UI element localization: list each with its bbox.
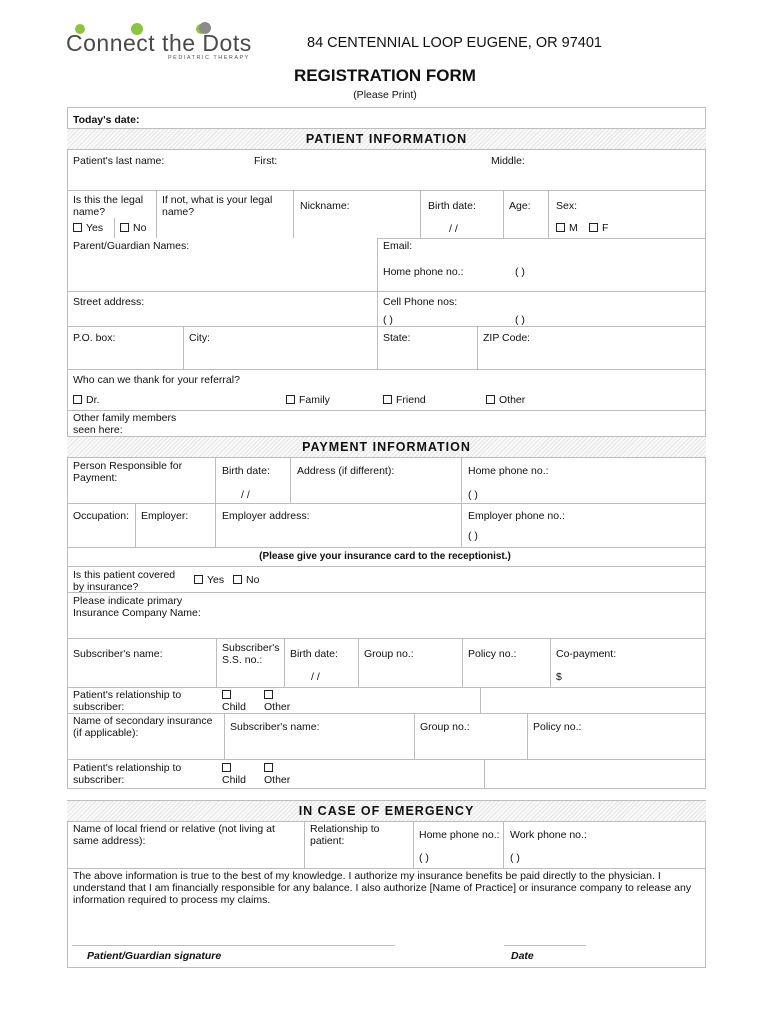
cell-phone-parens-1: ( ) [383,314,393,326]
referral-friend-checkbox[interactable]: Friend [383,394,426,406]
relationship-other-checkbox-secondary[interactable]: Other [264,762,290,786]
po-box-field[interactable]: P.O. box: [73,332,116,344]
emergency-contact-field[interactable]: Name of local friend or relative (not living at same address): [73,823,275,847]
employer-field[interactable]: Employer: [141,510,189,522]
signature-label[interactable]: Patient/Guardian signature [87,950,222,962]
nickname-field[interactable]: Nickname: [300,200,350,212]
relationship-other-checkbox-primary[interactable]: Other [264,689,290,713]
copayment-dollar: $ [556,671,562,683]
secondary-insurance-field[interactable]: Name of secondary insurance (if applicable): [73,715,213,739]
payer-address-field[interactable]: Address (if different): [297,465,395,477]
city-field[interactable]: City: [189,332,210,344]
employer-phone-parens: ( ) [468,530,478,542]
insurance-card-note: (Please give your insurance card to the receptionist.) [259,551,511,562]
payer-home-phone-field[interactable]: Home phone no.: [468,465,549,477]
subscriber-ss-field[interactable]: Subscriber's S.S. no.: [222,642,280,666]
secondary-group-number-field[interactable]: Group no.: [420,721,470,733]
logo-tagline: PEDIATRIC THERAPY [168,55,250,61]
legal-name-yes-checkbox[interactable]: Yes [73,222,103,234]
checkbox-icon [383,395,392,404]
occupation-field[interactable]: Occupation: [73,510,130,522]
emergency-work-phone-field[interactable]: Work phone no.: [510,829,587,841]
home-phone-field[interactable]: Home phone no.: [383,266,464,278]
checkbox-icon [486,395,495,404]
emergency-work-phone-parens: ( ) [510,852,520,864]
checkbox-icon [120,223,129,232]
subscriber-birth-date-slashes: / / [311,671,320,683]
checkbox-icon [194,575,203,584]
zip-code-field[interactable]: ZIP Code: [483,332,531,344]
payer-birth-date-field[interactable]: Birth date: [222,465,270,477]
checkbox-icon [556,223,565,232]
patient-info-header: PATIENT INFORMATION [67,128,706,150]
logo [64,20,264,64]
secondary-subscriber-name-field[interactable]: Subscriber's name: [230,721,320,733]
secondary-policy-number-field[interactable]: Policy no.: [533,721,582,733]
responsible-party-field[interactable]: Person Responsible for Payment: [73,460,183,484]
todays-date-field[interactable]: Today's date: [73,114,140,126]
copayment-field[interactable]: Co-payment: [556,648,617,660]
checkbox-icon [222,763,231,772]
emergency-home-phone-field[interactable]: Home phone no.: [419,829,500,841]
cell-phone-parens-2: ( ) [515,314,525,326]
insurance-no-checkbox[interactable]: No [233,574,259,586]
relationship-question-primary: Patient's relationship to subscriber: [73,689,182,713]
legal-name-field[interactable]: If not, what is your legal name? [162,194,273,218]
sex-m-checkbox[interactable]: M [556,222,578,234]
group-number-field[interactable]: Group no.: [364,648,414,660]
insurance-yes-checkbox[interactable]: Yes [194,574,224,586]
sex-f-checkbox[interactable]: F [589,222,608,234]
birth-date-slashes: / / [449,223,458,235]
age-field[interactable]: Age: [509,200,531,212]
relationship-child-checkbox-primary[interactable]: Child [222,689,246,713]
checkbox-icon [73,223,82,232]
referral-dr-checkbox[interactable]: Dr. [73,394,99,406]
first-name-field[interactable]: First: [254,155,278,167]
home-phone-parens: ( ) [515,266,525,278]
street-address-field[interactable]: Street address: [73,296,145,308]
subscriber-name-field[interactable]: Subscriber's name: [73,648,163,660]
form-subtitle: (Please Print) [353,89,417,101]
payer-home-phone-parens: ( ) [468,489,478,501]
referral-family-checkbox[interactable]: Family [286,394,330,406]
checkbox-icon [286,395,295,404]
practice-address: 84 CENTENNIAL LOOP EUGENE, OR 97401 [307,35,602,51]
legal-name-question: Is this the legal name? [73,194,144,218]
state-field[interactable]: State: [383,332,411,344]
legal-name-no-checkbox[interactable]: No [120,222,146,234]
checkbox-icon [73,395,82,404]
guardian-names-field[interactable]: Parent/Guardian Names: [73,240,190,252]
authorization-statement: The above information is true to the best of my knowledge. I authorize my insurance benefits be paid directly to the physician. I understand that I am financially responsible for any balance. I also authorize [Name of Practice] or insurance company to release any information required to process my claims. [73,870,692,906]
form-title: REGISTRATION FORM [294,66,476,85]
referral-question: Who can we thank for your referral? [73,374,240,386]
date-signature-label[interactable]: Date [511,950,534,962]
checkbox-icon [222,690,231,699]
referral-other-checkbox[interactable]: Other [486,394,525,406]
subscriber-birth-date-field[interactable]: Birth date: [290,648,338,660]
emergency-home-phone-parens: ( ) [419,852,429,864]
employer-phone-field[interactable]: Employer phone no.: [468,510,565,522]
checkbox-icon [589,223,598,232]
insurance-covered-question: Is this patient covered by insurance? [73,569,176,593]
birth-date-field[interactable]: Birth date: [428,200,476,212]
other-family-field[interactable]: Other family members seen here: [73,412,177,436]
emergency-relationship-field[interactable]: Relationship to patient: [310,823,380,847]
checkbox-icon [264,763,273,772]
relationship-question-secondary: Patient's relationship to subscriber: [73,762,182,786]
emergency-header: IN CASE OF EMERGENCY [67,800,706,822]
logo-text: Connect the Dots [66,30,252,56]
payer-birth-date-slashes: / / [241,489,250,501]
checkbox-icon [264,690,273,699]
checkbox-icon [233,575,242,584]
sex-label: Sex: [556,200,578,212]
payment-info-header: PAYMENT INFORMATION [67,436,706,458]
primary-insurance-field[interactable]: Please indicate primary Insurance Company Name: [73,595,201,619]
last-name-field[interactable]: Patient's last name: [73,155,165,167]
middle-name-field[interactable]: Middle: [491,155,525,167]
relationship-child-checkbox-secondary[interactable]: Child [222,762,246,786]
employer-address-field[interactable]: Employer address: [222,510,310,522]
policy-number-field[interactable]: Policy no.: [468,648,517,660]
email-field[interactable]: Email: [383,240,413,252]
cell-phone-field[interactable]: Cell Phone nos: [383,296,458,308]
